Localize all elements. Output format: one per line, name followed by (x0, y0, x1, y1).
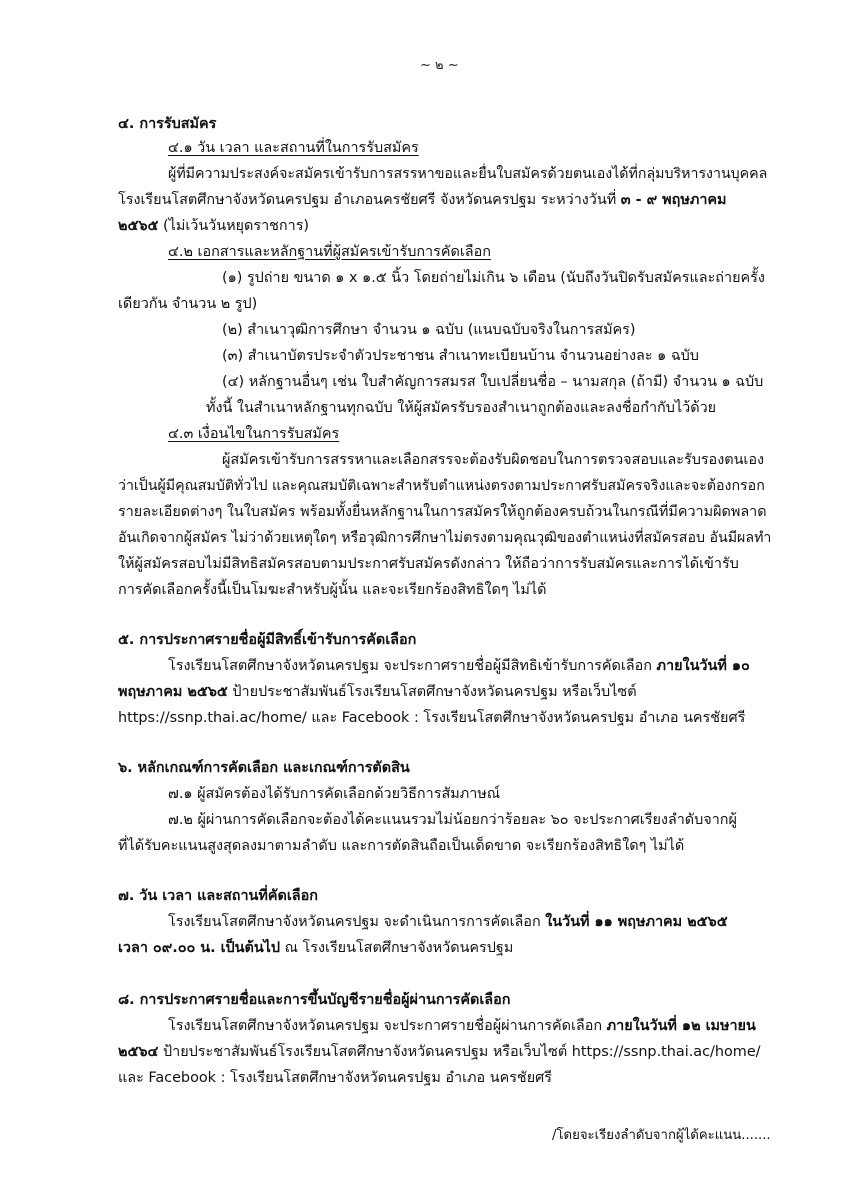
continuation-note: /โดยจะเรียงลำดับจากผู้ได้คะแนน....... (552, 1128, 771, 1143)
section-5-line-2-text: ป้ายประชาสัมพันธ์โรงเรียนโสตศึกษาจังหวัดนครปฐม หรือเว็บไซต์ (227, 684, 637, 700)
condition-line-4: อันเกิดจากผู้สมัคร ไม่ว่าด้วยเหตุใดๆ หรือวุฒิการศึกษาไม่ตรงตามคุณวุฒิของตำแหน่งที่สมัครสอบ อันมีผลทำ (118, 530, 772, 546)
document-item-1-cont: เดียวกัน จำนวน ๒ รูป) (118, 296, 258, 312)
document-item-3: (๓) สำเนาบัตรประจำตัวประชาชน สำเนาทะเบียนบ้าน จำนวนอย่างละ ๑ ฉบับ (222, 348, 699, 364)
section-8-line-1 (168, 1016, 756, 1036)
section-8-line-2-text: ป้ายประชาสัมพันธ์โรงเรียนโสตศึกษาจังหวัดนครปฐม หรือเว็บไซต์ https://ssnp.thai.ac/home/ (158, 1044, 761, 1060)
section-4-1-line-3 (118, 216, 309, 236)
section-6-heading: ๖. หลักเกณฑ์การคัดเลือก และเกณฑ์การตัดสิน (118, 760, 410, 776)
section-5-line-3: https://ssnp.thai.ac/home/ และ Facebook : โรงเรียนโสตศึกษาจังหวัดนครปฐม อำเภอ นครชัยศรี (118, 710, 746, 726)
condition-line-3: รายละเอียดต่างๆ ในใบสมัคร พร้อมทั้งยื่นหลักฐานในการสมัครให้ถูกต้องครบถ้วนในกรณีที่มีความผิดพลาด (118, 504, 767, 520)
section-5-date-end: พฤษภาคม ๒๕๖๕ (118, 684, 228, 700)
condition-line-6: การคัดเลือกครั้งนี้เป็นโมฆะสำหรับผู้นั้น และจะเรียกร้องสิทธิใดๆ ไม่ได้ (118, 582, 547, 598)
criteria-item-2: ๗.๒ ผู้ผ่านการคัดเลือกจะต้องได้คะแนนรวมไม่น้อยกว่าร้อยละ ๖๐ จะประกาศเรียงลำดับจากผู้ (168, 812, 737, 828)
application-dates: ๓ - ๙ พฤษภาคม (620, 192, 727, 208)
section-5-line-1-text: โรงเรียนโสตศึกษาจังหวัดนครปฐม จะประกาศรายชื่อผู้มีสิทธิเข้ารับการคัดเลือก (168, 658, 657, 674)
section-7-line-1 (168, 912, 728, 932)
section-4-1-line-2-text: โรงเรียนโสตศึกษาจังหวัดนครปฐม อำเภอนครชัยศรี จังหวัดนครปฐม ระหว่างวันที่ (118, 192, 621, 208)
condition-line-5: ให้ผู้สมัครสอบไม่มีสิทธิสมัครสอบตามประกาศรับสมัครดังกล่าว ให้ถือว่าการรับสมัครและการได้เข้ารับ (118, 556, 739, 572)
condition-line-1: ผู้สมัครเข้ารับการสรรหาและเลือกสรรจะต้องรับผิดชอบในการตรวจสอบและรับรองตนเอง (222, 452, 765, 468)
condition-line-2: ว่าเป็นผู้มีคุณสมบัติทั่วไป และคุณสมบัติเฉพาะสำหรับตำแหน่งตรงตามประกาศรับสมัครจริงและจะต้องกรอก (118, 478, 765, 494)
section-8-heading: ๘. การประกาศรายชื่อและการขึ้นบัญชีรายชื่อผู้ผ่านการคัดเลือก (118, 992, 511, 1008)
section-8-line-2 (118, 1042, 761, 1062)
document-item-note: ทั้งนี้ ในสำเนาหลักฐานทุกฉบับ ให้ผู้สมัครรับรองสำเนาถูกต้องและลงชื่อกำกับไว้ด้วย (206, 400, 717, 416)
section-4-1-line-3-text: (ไม่เว้นวันหยุดราชการ) (158, 218, 310, 234)
page-number: ~ ๒ ~ (420, 58, 459, 73)
section-7-heading: ๗. วัน เวลา และสถานที่คัดเลือก (118, 888, 318, 904)
criteria-item-2-cont: ที่ได้รับคะแนนสูงสุดลงมาตามลำดับ และการตัดสินถือเป็นเด็ดขาด จะเรียกร้องสิทธิใดๆ ไม่ได้ (118, 838, 685, 854)
section-7-line-1-text: โรงเรียนโสตศึกษาจังหวัดนครปฐม จะดำเนินการการคัดเลือก (168, 914, 546, 930)
result-date: ภายในวันที่ ๑๒ เมษายน (606, 1018, 756, 1034)
application-year: ๒๕๖๕ (118, 218, 159, 234)
section-4-1-line-1: ผู้ที่มีความประสงค์จะสมัครเข้ารับการสรรหาขอและยื่นใบสมัครด้วยตนเองได้ที่กลุ่มบริหารงานบุคคล (168, 166, 768, 182)
document-item-4: (๔) หลักฐานอื่นๆ เช่น ใบสำคัญการสมรส ใบเปลี่ยนชื่อ – นามสกุล (ถ้ามี) จำนวน ๑ ฉบับ (222, 374, 764, 390)
section-4-1-line-2 (118, 190, 727, 210)
selection-date: ในวันที่ ๑๑ พฤษภาคม ๒๕๖๕ (545, 914, 728, 930)
section-4-3-title: ๔.๓ เงื่อนไขในการรับสมัคร (168, 426, 340, 442)
section-4-2-title: ๔.๒ เอกสารและหลักฐานที่ผู้สมัครเข้ารับการคัดเลือก (168, 244, 491, 260)
criteria-item-1: ๗.๑ ผู้สมัครต้องได้รับการคัดเลือกด้วยวิธีการสัมภาษณ์ (168, 786, 501, 802)
section-4-heading: ๔. การรับสมัคร (118, 116, 217, 132)
section-8-line-1-text: โรงเรียนโสตศึกษาจังหวัดนครปฐม จะประกาศรายชื่อผู้ผ่านการคัดเลือก (168, 1018, 607, 1034)
document-item-2: (๒) สำเนาวุฒิการศึกษา จำนวน ๑ ฉบับ (แนบฉบับจริงในการสมัคร) (222, 322, 636, 338)
section-5-heading: ๕. การประกาศรายชื่อผู้มีสิทธิ์เข้ารับการคัดเลือก (118, 632, 417, 648)
section-7-line-2 (118, 938, 513, 958)
result-year: ๒๕๖๔ (118, 1044, 159, 1060)
selection-time: เวลา ๐๙.๐๐ น. เป็นต้นไป (118, 940, 281, 956)
section-7-line-2-text: ณ โรงเรียนโสตศึกษาจังหวัดนครปฐม (280, 940, 514, 956)
section-8-line-3: และ Facebook : โรงเรียนโสตศึกษาจังหวัดนครปฐม อำเภอ นครชัยศรี (118, 1070, 552, 1086)
section-5-date-start: ภายในวันที่ ๑๐ (656, 658, 750, 674)
section-5-line-1 (168, 656, 750, 676)
section-4-1-title: ๔.๑ วัน เวลา และสถานที่ในการรับสมัคร (168, 140, 419, 156)
section-5-line-2 (118, 682, 637, 702)
document-item-1: (๑) รูปถ่าย ขนาด ๑ x ๑.๕ นิ้ว โดยถ่ายไม่เกิน ๖ เดือน (นับถึงวันปิดรับสมัครและถ่ายครั้ง (222, 270, 765, 286)
